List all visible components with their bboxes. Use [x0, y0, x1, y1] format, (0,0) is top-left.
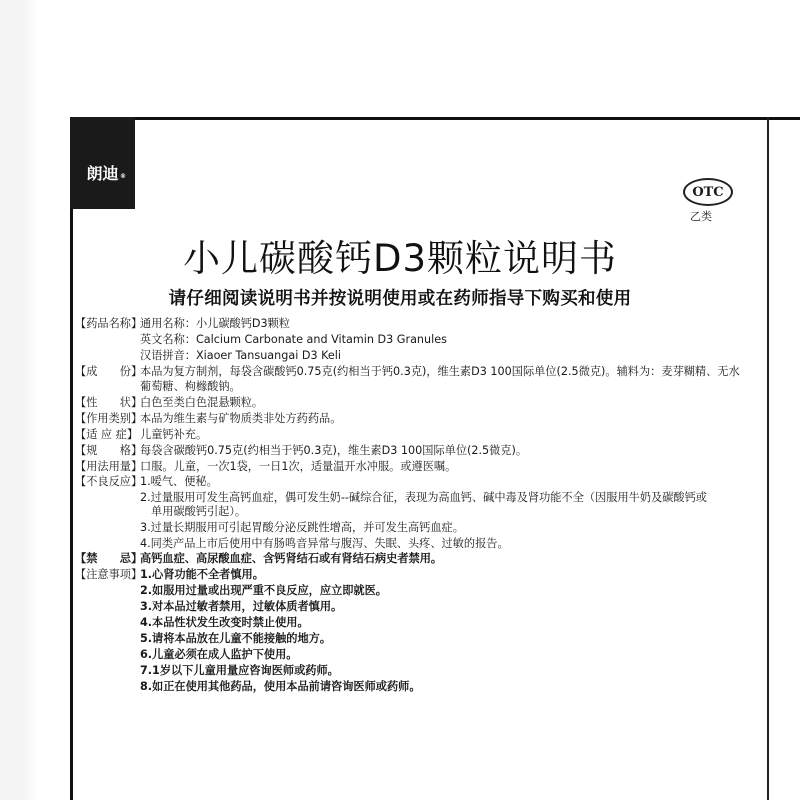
- registered-mark: ®: [120, 173, 126, 180]
- spec-text: 每袋含碳酸钙0.75克(约相当于钙0.3克)，维生素D3 100国际单位(2.5微克)。: [140, 444, 528, 457]
- composition-line-1: 本品为复方制剂，每袋含碳酸钙0.75克(约相当于钙0.3克)，维生素D3 100国际单位(2.5微克)。辅料为：麦芽糊精、无水: [140, 365, 740, 378]
- precaution-item: 5.请将本品放在儿童不能接触的地方。: [140, 632, 332, 645]
- indication-text: 儿童钙补充。: [140, 428, 208, 441]
- precaution-item: 2.如服用过量或出现严重不良反应，应立即就医。: [140, 584, 387, 597]
- precaution-item: 7.1岁以下儿童用量应咨询医师或药师。: [140, 664, 339, 677]
- appearance-text: 白色至类白色混悬颗粒。: [140, 396, 264, 409]
- brand-logo-text: 朗迪: [86, 163, 119, 183]
- document-subtitle: 请仔细阅读说明书并按说明使用或在药师指导下购买和使用: [168, 289, 632, 309]
- section-label-category: 【作用类别】: [75, 412, 143, 425]
- precaution-item: 1.心肾功能不全者慎用。: [140, 568, 264, 581]
- adverse-item: 3.过量长期服用可引起胃酸分泌反跳性增高，并可发生高钙血症。: [140, 521, 464, 534]
- contraindication-text: 高钙血症、高尿酸血症、含钙肾结石或有肾结石病史者禁用。: [140, 552, 443, 565]
- section-label-dosage: 【用法用量】: [75, 460, 143, 473]
- composition-line-2: 葡萄糖、枸橼酸钠。: [140, 380, 241, 393]
- section-label-spec: 【规 格】: [75, 444, 143, 457]
- otc-badge: OTC: [683, 178, 733, 206]
- adverse-item: 1.嗳气、便秘。: [140, 475, 218, 488]
- section-label-adverse: 【不良反应】: [75, 475, 143, 488]
- adverse-item: 单用碳酸钙引起）。: [151, 505, 247, 518]
- adverse-item: 4.同类产品上市后使用中有肠鸣音异常与腹泻、失眠、头疼、过敏的报告。: [140, 537, 509, 550]
- document-title: 小儿碳酸钙D3颗粒说明书: [182, 237, 618, 280]
- otc-class-label: 乙类: [690, 210, 712, 223]
- name-english: 英文名称：Calcium Carbonate and Vitamin D3 Granules: [140, 333, 447, 346]
- section-label-precautions: 【注意事项】: [75, 568, 143, 581]
- adverse-item: 2.过量服用可发生高钙血症，偶可发生奶--碱综合征，表现为高血钙、碱中毒及肾功能不全（因服用牛奶及碳酸钙或: [140, 491, 707, 504]
- section-label-contraindication: 【禁 忌】: [75, 552, 143, 565]
- dosage-text: 口服。儿童，一次1袋，一日1次，适量温开水冲服。或遵医嘱。: [140, 460, 457, 473]
- precaution-item: 8.如正在使用其他药品，使用本品前请咨询医师或药师。: [140, 680, 421, 693]
- section-label-appearance: 【性 状】: [75, 396, 143, 409]
- precaution-item: 4.本品性状发生改变时禁止使用。: [140, 616, 309, 629]
- section-label-name: 【药品名称】: [75, 317, 143, 330]
- precaution-item: 3.对本品过敏者禁用，过敏体质者慎用。: [140, 600, 343, 613]
- category-text: 本品为维生素与矿物质类非处方药药品。: [140, 412, 342, 425]
- precaution-item: 6.儿童必须在成人监护下使用。: [140, 648, 298, 661]
- section-label-composition: 【成 份】: [75, 365, 143, 378]
- name-common: 通用名称：小儿碳酸钙D3颗粒: [140, 317, 290, 330]
- name-pinyin: 汉语拼音：Xiaoer Tansuangai D3 Keli: [140, 349, 342, 362]
- section-label-indication: 【适 应 症】: [75, 428, 139, 441]
